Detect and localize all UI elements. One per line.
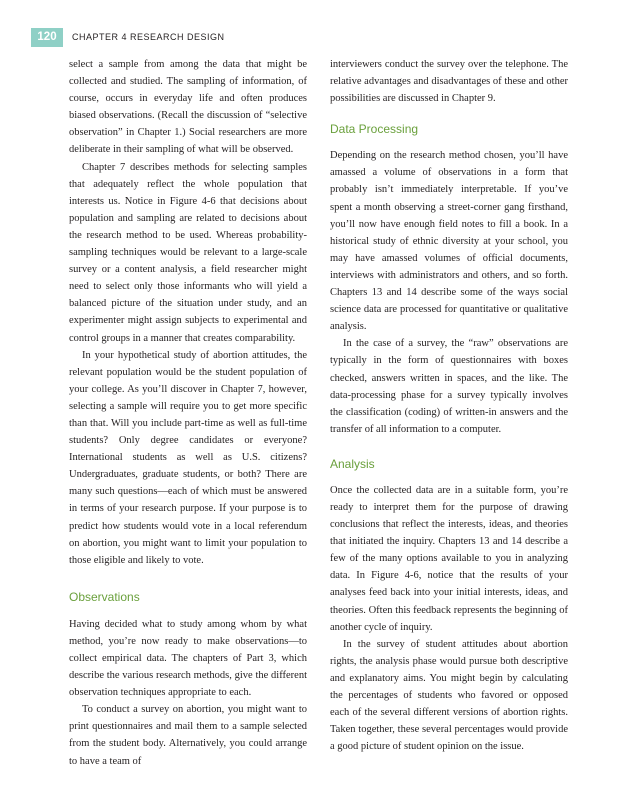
section-heading-data-processing: Data Processing (330, 122, 419, 137)
section-heading-analysis: Analysis (330, 456, 375, 471)
body-paragraph: select a sample from among the data that might be collected and studied. The sampling of information, of course, occurs in everyday life and often produces biased observations. (Recall the discussion of “selective observation” in Chapter 1.) Social researchers are more deliberate in their sampling of what will be observed. (69, 59, 307, 156)
body-paragraph: Chapter 7 describes methods for selecting samples that adequately reflect the whole population that interests us. Notice in Figure 4-6 that decisions about population and sampling are related to decisions about the research method to be used. Whereas probability-sampling techniques would be relevant to a large-scale survey or a content analysis, a field researcher might need to select only those informants who will yield a balanced picture of the situation under study, and an experimenter might assign subjects to experimental and control groups in a manner that creates comparability. (69, 161, 307, 344)
section-heading-observations: Observations (69, 589, 140, 604)
body-paragraph: To conduct a survey on abortion, you might want to print questionnaires and mail them to a sample selected from the student body. Alternatively, you could arrange to have a team of (69, 704, 307, 767)
body-paragraph: In your hypothetical study of abortion attitudes, the relevant population would be the student population of your college. As you’ll discover in Chapter 7, however, selecting a sample will require you to get more specific than that. Will you include part-time as well as full-time students? Only degree candidates or everyone? International students as well as U.S. citizens? Undergraduates, graduate students, or both? There are many such questions—each of which must be answered in terms of your research purpose. If your purpose is to predict how students would vote in a local referendum on abortion, you might want to limit your population to those eligible and likely to vote. (69, 349, 307, 566)
body-paragraph: Once the collected data are in a suitable form, you’re ready to interpret them for the purpose of drawing conclusions that reflect the interests, ideas, and theories that initiated the inquiry. Chapters 13 and 14 describe a few of the many options available to you in analyzing data. In Figure 4-6, notice that the results of your analyses feed back into your initial interests, ideas, and theories. Often this feedback represents the beginning of another cycle of inquiry. (330, 484, 568, 633)
body-paragraph: In the case of a survey, the “raw” observations are typically in the form of questionnaires with boxes checked, answers written in spaces, and the like. The data-processing phase for a survey typically involves the classification (coding) of written-in answers and the transfer of all information to a computer. (330, 338, 568, 435)
right-column (330, 56, 568, 755)
body-paragraph: In the survey of student attitudes about abortion rights, the analysis phase would pursue both descriptive and explanatory aims. You might begin by calculating the percentages of students who favored or opposed each of the several different versions of abortion rights. Taken together, these several percentages would provide a good picture of student opinion on the issue. (330, 638, 568, 753)
body-paragraph: interviewers conduct the survey over the telephone. The relative advantages and disadvantages of these and other possibilities are discussed in Chapter 9. (330, 59, 568, 105)
body-paragraph: Depending on the research method chosen, you’ll have amassed a volume of observations in a form that probably isn’t immediately interpretable. If you’ve spent a month observing a street-corner gang firsthand, you’ll now have enough field notes to fill a book. In a historical study of ethnic diversity at your school, you may have amassed volumes of official documents, interviews with administrators and others, and so forth. Chapters 13 and 14 describe some of the ways social science data are processed for quantitative or qualitative analysis. (330, 150, 568, 333)
running-head: CHAPTER 4 RESEARCH DESIGN (72, 32, 225, 42)
left-column (69, 56, 307, 770)
body-paragraph: Having decided what to study among whom by what method, you’re now ready to make observations—to collect empirical data. The chapters of Part 3, which describe the various research methods, give the different observation techniques appropriate to each. (69, 618, 307, 699)
page-number: 120 (31, 28, 63, 47)
